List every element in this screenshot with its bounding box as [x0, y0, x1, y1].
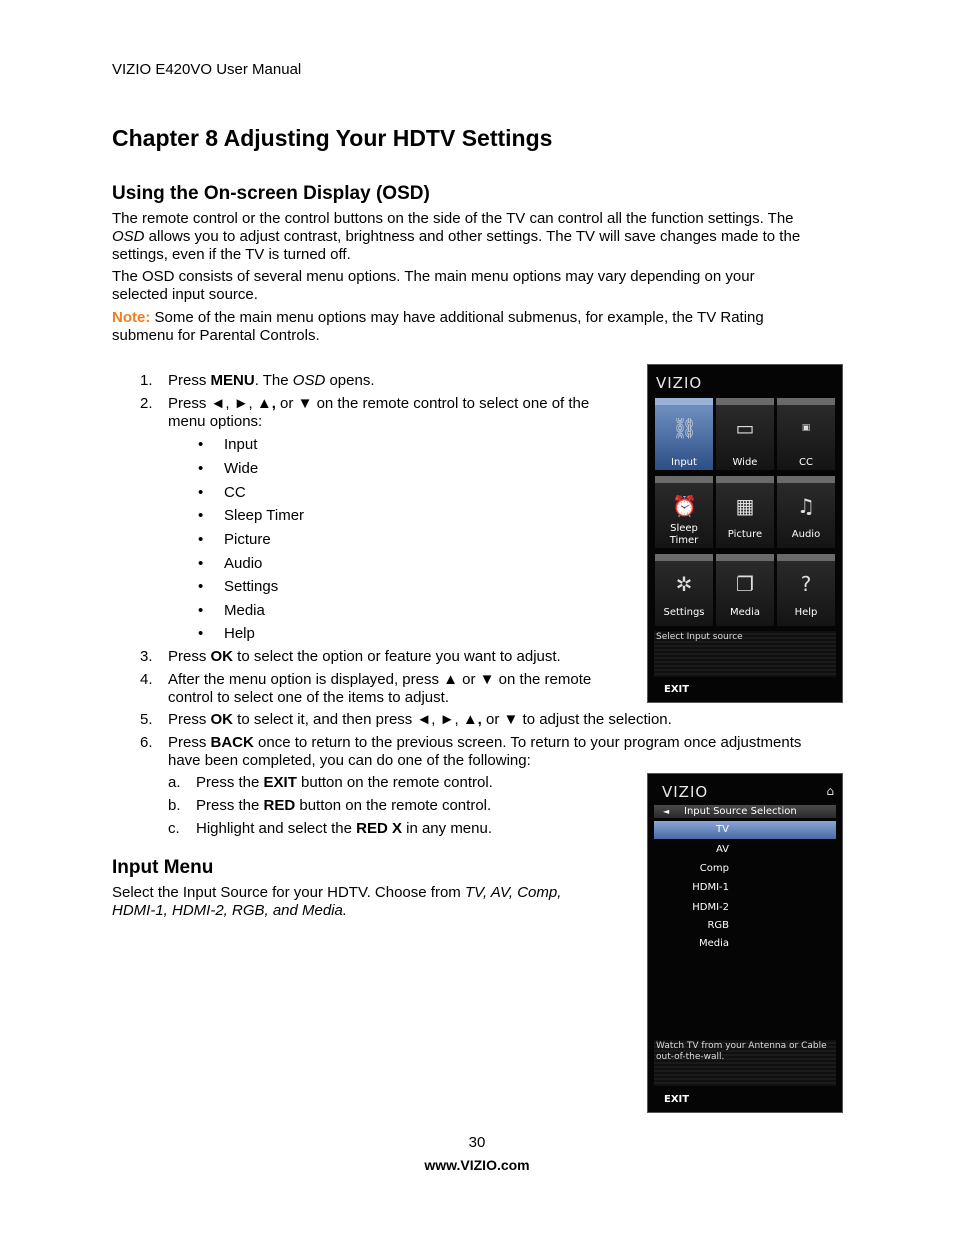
gear-icon: ✲ [675, 572, 693, 596]
alarm-clock-icon: ⏰ [672, 494, 697, 518]
monitor-icon: ▭ [735, 416, 755, 440]
step-3-text: Press OK to select the option or feature you want to adjust. [168, 648, 561, 665]
vizio-logo: VIZIO [656, 374, 703, 392]
back-arrow-icon[interactable]: ◄ [663, 807, 670, 816]
input-source-title-bar: ◄ Input Source Selection [654, 805, 836, 818]
substep-a-letter: a. [168, 774, 181, 791]
osd-tile-input[interactable]: ⛓ Input [655, 398, 713, 470]
source-item-hdmi-1[interactable]: HDMI-1 [692, 882, 729, 893]
osd-tile-settings[interactable]: ✲ Settings [655, 554, 713, 626]
note-paragraph: Note: Some of the main menu options may have additional submenus, for example, the TV Rating submenu for Parental Controls. [112, 309, 764, 344]
osd-hint-text: Select Input source [654, 631, 836, 677]
source-item-comp[interactable]: Comp [699, 863, 729, 874]
vizio-logo: VIZIO [662, 783, 709, 801]
step-6-text: Press BACK once to return to the previous screen. To return to your program once adjustments have been completed, you can do one of the following: [168, 734, 802, 769]
osd-tile-audio[interactable]: ♫ Audio [777, 476, 835, 548]
chapter-title: Chapter 8 Adjusting Your HDTV Settings [112, 125, 553, 151]
osd-tile-help[interactable]: ? Help [777, 554, 835, 626]
substep-b-letter: b. [168, 797, 181, 814]
music-note-icon: ♫ [797, 494, 815, 518]
input-cable-icon: ⛓ [672, 416, 698, 440]
source-item-tv[interactable]: TV [654, 821, 836, 839]
osd-hint-text: Watch TV from your Antenna or Cable out-of-the-wall. [654, 1040, 836, 1086]
osd-tile-media[interactable]: ❐ Media [716, 554, 774, 626]
source-item-rgb[interactable]: RGB [707, 920, 729, 931]
step-3-number: 3. [140, 648, 153, 665]
footer-url: www.VIZIO.com [424, 1157, 530, 1173]
input-menu-paragraph: Select the Input Source for your HDTV. Choose from TV, AV, Comp, HDMI-1, HDMI-2, RGB, and Media. [112, 884, 562, 919]
osd-paragraph-2: The OSD consists of several menu options. The main menu options may vary depending on your selected input source. [112, 268, 755, 303]
step-4-number: 4. [140, 671, 153, 688]
osd-paragraph-1: The remote control or the control buttons on the side of the TV can control all the function settings. The OSD allows you to adjust contrast, brightness and other settings. The TV will save changes made to the settings, even if the TV is turned off. [112, 210, 801, 263]
osd-exit-button[interactable]: EXIT [664, 1094, 690, 1105]
help-icon: ? [800, 572, 812, 596]
osd-tile-cc[interactable]: ▣ CC [777, 398, 835, 470]
abc-caption-icon: ▣ [801, 423, 811, 433]
step-5-number: 5. [140, 711, 153, 728]
step-2-text: Press ◄, ►, ▲, or ▼ on the remote control to select one of the menu options: [168, 395, 590, 430]
osd-main-menu-screenshot [647, 364, 843, 703]
note-label: Note: [112, 309, 151, 326]
picture-icon: ▦ [735, 494, 755, 518]
step-1-text: Press MENU. The OSD opens. [168, 372, 375, 389]
step-4-text: After the menu option is displayed, press ▲ or ▼ on the remote control to select one of the items to adjust. [168, 671, 592, 706]
substep-c-letter: c. [168, 820, 180, 837]
step-2-number: 2. [140, 395, 153, 412]
osd-tile-picture[interactable]: ▦ Picture [716, 476, 774, 548]
substep-b-text: Press the RED button on the remote control. [196, 797, 492, 814]
source-item-av[interactable]: AV [715, 844, 729, 855]
osd-tile-sleep-timer[interactable]: ⏰ Sleep Timer [655, 476, 713, 548]
source-item-hdmi-2[interactable]: HDMI-2 [692, 902, 729, 913]
running-header: VIZIO E420VO User Manual [112, 61, 302, 78]
source-item-media[interactable]: Media [698, 938, 729, 949]
media-icon: ❐ [736, 572, 754, 596]
step-6-number: 6. [140, 734, 153, 751]
section-heading-input-menu: Input Menu [112, 857, 214, 878]
section-heading-osd: Using the On-screen Display (OSD) [112, 183, 430, 204]
home-icon[interactable]: ⌂ [826, 784, 834, 798]
step-1-number: 1. [140, 372, 153, 389]
osd-exit-button[interactable]: EXIT [664, 684, 690, 695]
substep-a-text: Press the EXIT button on the remote control. [196, 774, 493, 791]
substep-c-text: Highlight and select the RED X in any menu. [196, 820, 493, 837]
step-5-text: Press OK to select it, and then press ◄, ►, ▲, or ▼ to adjust the selection. [168, 711, 672, 728]
page-number: 30 [468, 1134, 486, 1151]
osd-tile-wide[interactable]: ▭ Wide [716, 398, 774, 470]
osd-input-menu-screenshot [647, 773, 843, 1113]
